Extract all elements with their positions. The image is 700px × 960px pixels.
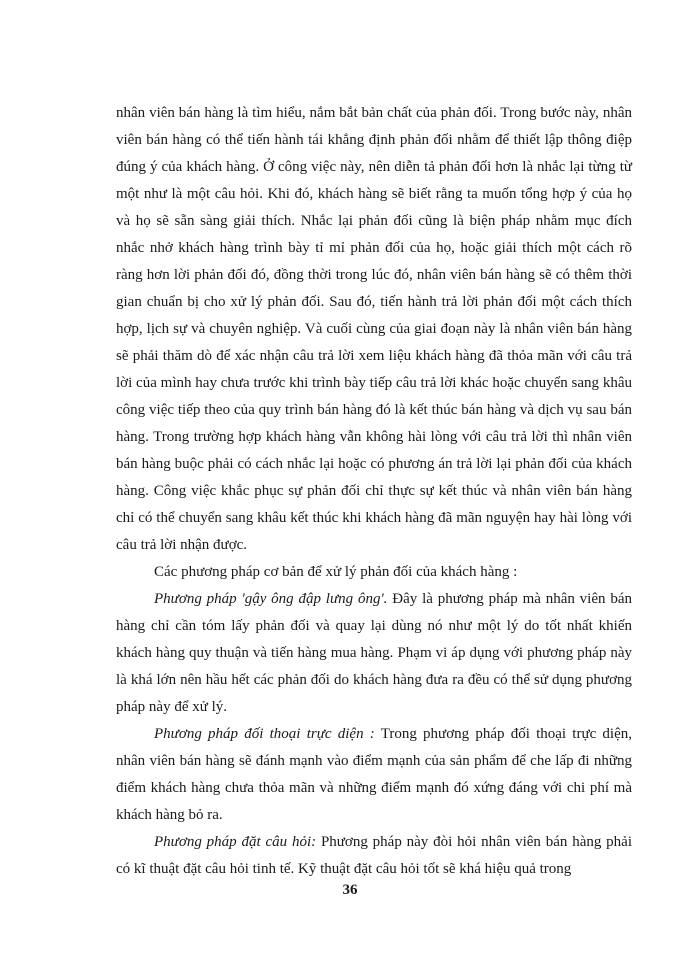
method-item: [116, 586, 632, 721]
method-title: Phương pháp đối thoại trực diện :: [154, 726, 375, 742]
method-text: Đây là phương pháp mà nhân viên bán hàng chỉ cần tóm lấy phản đối và quay lại dùng nó như một lý do tốt nhất khiến khách hàng quy thuận và tiến hàng mua hàng. Phạm vi áp dụng với phương pháp này là khá lớn nên hầu hết các phản đối do khách hàng đưa ra đều có thể sử dụng phương pháp này để xử lý.: [116, 591, 632, 715]
paragraph-intro: Các phương pháp cơ bản để xử lý phản đối của khách hàng :: [154, 564, 518, 580]
method-item: [116, 721, 632, 829]
method-title: Phương pháp đặt câu hỏi:: [154, 834, 317, 850]
method-text: Phương pháp này đòi hỏi nhân viên bán hàng phải có kĩ thuật đặt câu hỏi tinh tế. Kỹ thuật đặt câu hỏi tốt sẽ khá hiệu quả trong: [116, 834, 632, 877]
page-number: 36: [342, 882, 358, 898]
paragraph-continuation: nhân viên bán hàng là tìm hiểu, nắm bắt bản chất của phản đối. Trong bước này, nhân viên bán hàng có thể tiến hành tái khẳng định phản đối nhằm để thiết lập thông điệp đúng ý của khách hàng. Ở công việc này, nên diễn tả phản đối hơn là nhắc lại từng từ một như là một câu hỏi. Khi đó, khách hàng sẽ biết rằng ta muốn tổng hợp ý của họ và họ sẽ sẵn sàng giải thích. Nhắc lại phản đối cũng là biện pháp nhằm mục đích nhắc nhở khách hàng trình bày tỉ mỉ phản đối của họ, hoặc giải thích một cách rõ ràng hơn lời phản đối đó, đồng thời trong lúc đó, nhân viên bán hàng sẽ có thêm thời gian chuẩn bị cho xử lý phản đối. Sau đó, tiến hành trả lời phản đối một cách thích hợp, lịch sự và chuyên nghiệp. Và cuối cùng của giai đoạn này là nhân viên bán hàng sẽ phải thăm dò để xác nhận câu trả lời xem liệu khách hàng đã thỏa mãn với câu trả lời của mình hay chưa trước khi trình bày tiếp câu trả lời khác hoặc chuyển sang khâu công việc tiếp theo của quy trình bán hàng đó là kết thúc bán hàng và dịch vụ sau bán hàng. Trong trường hợp khách hàng vẫn không hài lòng với câu trả lời thì nhân viên bán hàng buộc phải có cách nhắc lại hoặc có phương án trả lời lại phản đối của khách hàng. Công việc khắc phục sự phản đối chỉ thực sự kết thúc và nhân viên bán hàng chỉ có thể chuyển sang khâu kết thúc khi khách hàng đã mãn nguyện hay hài lòng với câu trả lời nhận được.: [116, 105, 632, 553]
method-item: [116, 829, 632, 883]
method-text: Trong phương pháp đối thoại trực diện, nhân viên bán hàng sẽ đánh mạnh vào điểm mạnh của sản phẩm để che lấp đi những điểm khách hàng chưa thỏa mãn và những điểm mạnh đó xứng đáng với chi phí mà khách hàng bỏ ra.: [116, 726, 633, 823]
body-text: [116, 100, 632, 883]
method-title: Phương pháp 'gậy ông đập lưng ông'.: [154, 591, 388, 607]
